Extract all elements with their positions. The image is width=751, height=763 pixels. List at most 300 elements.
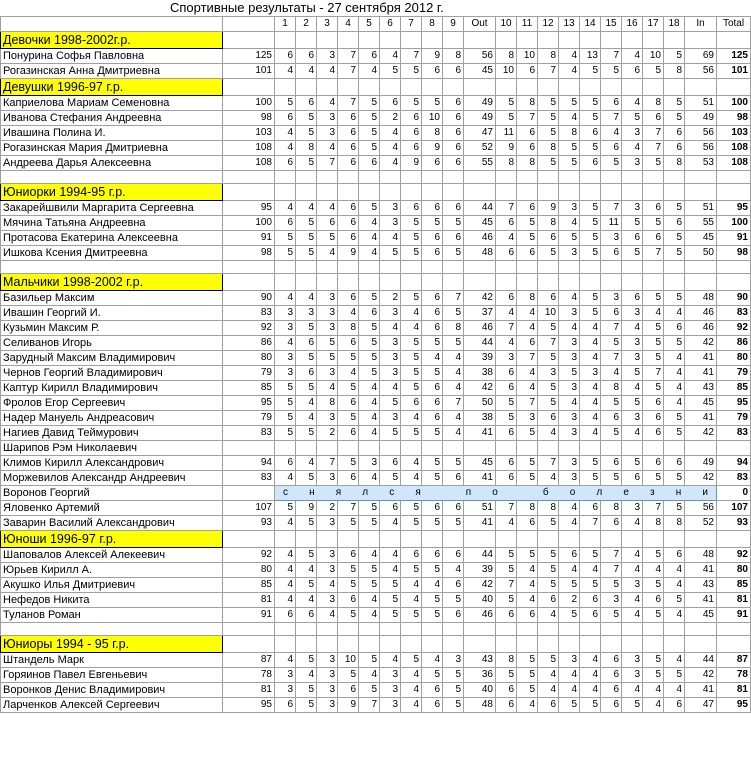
score-cell-2[interactable]: 5 [296, 653, 317, 668]
empty-cell[interactable] [538, 171, 559, 184]
empty-cell[interactable] [359, 32, 380, 49]
player-name[interactable]: Воронков Денис Владимирович [1, 683, 223, 698]
player-name[interactable]: Понурина Софья Павловна [1, 49, 223, 64]
score-cell-6[interactable]: 5 [380, 471, 401, 486]
score-cell-10[interactable]: 7 [496, 501, 517, 516]
empty-cell[interactable] [422, 184, 443, 201]
score-cell-9[interactable]: 5 [443, 683, 464, 698]
score-cell-9[interactable]: 3 [443, 653, 464, 668]
hcp-cell[interactable]: 80 [223, 563, 275, 578]
score-cell-15[interactable]: 5 [601, 578, 622, 593]
empty-cell[interactable] [559, 636, 580, 653]
player-name[interactable]: Базильер Максим [1, 291, 223, 306]
score-cell-7[interactable]: 5 [401, 96, 422, 111]
empty-cell[interactable] [443, 171, 464, 184]
score-cell-15[interactable]: 6 [601, 96, 622, 111]
score-cell-18[interactable]: 4 [664, 578, 685, 593]
score-cell-2[interactable] [296, 441, 317, 456]
score-cell-10[interactable]: 8 [496, 653, 517, 668]
empty-cell[interactable] [443, 184, 464, 201]
score-cell-in[interactable]: 50 [685, 246, 717, 261]
score-cell-18[interactable]: 4 [664, 396, 685, 411]
empty-cell[interactable] [443, 623, 464, 636]
player-name[interactable]: Ивашин Георгий И. [1, 306, 223, 321]
empty-cell[interactable] [275, 261, 296, 274]
hcp-cell[interactable]: 91 [223, 231, 275, 246]
empty-cell[interactable] [443, 261, 464, 274]
score-cell-17[interactable]: 6 [643, 396, 664, 411]
score-cell-13[interactable]: 2 [559, 593, 580, 608]
score-cell-14[interactable]: 6 [580, 501, 601, 516]
score-cell-15[interactable]: 4 [601, 366, 622, 381]
score-cell-4[interactable]: 6 [338, 216, 359, 231]
withdrawn-note[interactable] [275, 486, 717, 501]
player-name[interactable]: Иванова Стефания Андреевна [1, 111, 223, 126]
score-cell-8[interactable]: 4 [422, 578, 443, 593]
score-cell-10[interactable]: 5 [496, 563, 517, 578]
score-cell-7[interactable]: 6 [401, 548, 422, 563]
score-cell-14[interactable]: 5 [580, 231, 601, 246]
player-name[interactable]: Кузьмин Максим Р. [1, 321, 223, 336]
score-cell-out[interactable]: 44 [464, 201, 496, 216]
score-cell-14[interactable]: 5 [580, 578, 601, 593]
score-cell-8[interactable]: 6 [422, 411, 443, 426]
score-cell-15[interactable]: 6 [601, 456, 622, 471]
score-cell-5[interactable]: 5 [359, 366, 380, 381]
score-cell-17[interactable]: 5 [643, 578, 664, 593]
hcp-cell[interactable]: 85 [223, 578, 275, 593]
score-cell-15[interactable]: 5 [601, 426, 622, 441]
score-cell-8[interactable]: 4 [422, 351, 443, 366]
score-cell-15[interactable]: 6 [601, 246, 622, 261]
score-cell-4[interactable]: 6 [338, 156, 359, 171]
score-cell-out[interactable]: 46 [464, 321, 496, 336]
score-cell-3[interactable]: 5 [317, 351, 338, 366]
score-cell-13[interactable]: 4 [559, 501, 580, 516]
empty-cell[interactable] [685, 184, 717, 201]
score-cell-5[interactable]: 5 [359, 96, 380, 111]
score-cell-16[interactable]: 5 [622, 698, 643, 713]
empty-cell[interactable] [664, 636, 685, 653]
score-cell-17[interactable]: 6 [643, 456, 664, 471]
score-cell-in[interactable]: 46 [685, 306, 717, 321]
score-cell-9[interactable]: 7 [443, 396, 464, 411]
score-cell-10[interactable]: 5 [496, 396, 517, 411]
score-cell-11[interactable]: 6 [517, 64, 538, 79]
empty-cell[interactable] [664, 171, 685, 184]
score-cell-4[interactable]: 5 [338, 608, 359, 623]
score-cell-2[interactable]: 4 [296, 593, 317, 608]
player-name[interactable]: Штандель Марк [1, 653, 223, 668]
score-cell-12[interactable]: 6 [538, 593, 559, 608]
empty-cell[interactable] [580, 623, 601, 636]
score-cell-12[interactable]: 8 [538, 216, 559, 231]
score-cell-6[interactable]: 4 [380, 563, 401, 578]
total-cell[interactable]: 95 [717, 201, 751, 216]
player-name[interactable]: Закарейшвили Маргарита Сергеевна [1, 201, 223, 216]
score-cell-15[interactable]: 8 [601, 501, 622, 516]
score-cell-15[interactable]: 5 [601, 608, 622, 623]
empty-cell[interactable] [223, 531, 275, 548]
hcp-cell[interactable]: 92 [223, 321, 275, 336]
score-cell-17[interactable]: 4 [643, 306, 664, 321]
score-cell-1[interactable]: 5 [275, 501, 296, 516]
score-cell-14[interactable]: 5 [580, 216, 601, 231]
score-cell-18[interactable]: 5 [664, 291, 685, 306]
empty-cell[interactable] [401, 184, 422, 201]
empty-cell[interactable] [664, 274, 685, 291]
score-cell-13[interactable]: 4 [559, 683, 580, 698]
score-cell-10[interactable]: 4 [496, 336, 517, 351]
score-cell-14[interactable]: 13 [580, 49, 601, 64]
score-cell-7[interactable]: 5 [401, 653, 422, 668]
score-cell-3[interactable]: 3 [317, 111, 338, 126]
score-cell-9[interactable]: 4 [443, 426, 464, 441]
hcp-cell[interactable]: 83 [223, 426, 275, 441]
score-cell-17[interactable]: 5 [643, 471, 664, 486]
hcp-cell[interactable]: 108 [223, 156, 275, 171]
empty-cell[interactable] [559, 32, 580, 49]
score-cell-6[interactable]: 4 [380, 516, 401, 531]
score-cell-14[interactable]: 6 [580, 608, 601, 623]
score-cell-12[interactable]: 5 [538, 246, 559, 261]
score-cell-2[interactable]: 5 [296, 516, 317, 531]
empty-cell[interactable] [517, 623, 538, 636]
score-cell-14[interactable]: 7 [580, 516, 601, 531]
score-cell-13[interactable]: 3 [559, 411, 580, 426]
empty-cell[interactable] [422, 274, 443, 291]
total-cell[interactable]: 86 [717, 336, 751, 351]
player-name[interactable]: Нагиев Давид Теймурович [1, 426, 223, 441]
score-cell-5[interactable]: 5 [359, 321, 380, 336]
score-cell-16[interactable]: 3 [622, 653, 643, 668]
score-cell-11[interactable]: 6 [517, 608, 538, 623]
score-cell-13[interactable]: 4 [559, 64, 580, 79]
hcp-cell[interactable]: 81 [223, 683, 275, 698]
score-cell-4[interactable]: 7 [338, 64, 359, 79]
score-cell-1[interactable]: 4 [275, 471, 296, 486]
score-cell-16[interactable]: 5 [622, 111, 643, 126]
empty-cell[interactable] [296, 184, 317, 201]
score-cell-2[interactable]: 4 [296, 396, 317, 411]
hcp-cell[interactable]: 95 [223, 201, 275, 216]
score-cell-18[interactable]: 6 [664, 126, 685, 141]
score-cell-16[interactable]: 3 [622, 668, 643, 683]
score-cell-12[interactable]: 5 [538, 351, 559, 366]
score-cell-3[interactable]: 3 [317, 49, 338, 64]
score-cell-15[interactable]: 7 [601, 563, 622, 578]
score-cell-16[interactable]: 3 [622, 411, 643, 426]
score-cell-17[interactable]: 6 [643, 201, 664, 216]
empty-cell[interactable] [580, 531, 601, 548]
score-cell-8[interactable]: 6 [422, 501, 443, 516]
total-cell[interactable]: 95 [717, 396, 751, 411]
score-cell-18[interactable]: 5 [664, 96, 685, 111]
empty-cell[interactable] [580, 184, 601, 201]
empty-cell[interactable] [275, 171, 296, 184]
score-cell-18[interactable]: 6 [664, 456, 685, 471]
score-cell-7[interactable]: 5 [401, 366, 422, 381]
score-cell-7[interactable]: 4 [401, 471, 422, 486]
score-cell-1[interactable]: 4 [275, 548, 296, 563]
score-cell-13[interactable]: 3 [559, 336, 580, 351]
score-cell-13[interactable]: 3 [559, 351, 580, 366]
score-cell-16[interactable]: 3 [622, 306, 643, 321]
empty-cell[interactable] [664, 531, 685, 548]
score-cell-11[interactable]: 5 [517, 683, 538, 698]
score-cell-17[interactable]: 6 [643, 411, 664, 426]
score-cell-13[interactable]: 4 [559, 49, 580, 64]
empty-cell[interactable] [464, 184, 496, 201]
score-cell-out[interactable]: 44 [464, 336, 496, 351]
empty-cell[interactable] [496, 184, 517, 201]
score-cell-5[interactable]: 4 [359, 64, 380, 79]
total-cell[interactable]: 108 [717, 141, 751, 156]
score-cell-3[interactable]: 3 [317, 291, 338, 306]
score-cell-6[interactable]: 4 [380, 156, 401, 171]
score-cell-4[interactable]: 7 [338, 501, 359, 516]
score-cell-9[interactable]: 5 [443, 668, 464, 683]
score-cell-10[interactable]: 6 [496, 683, 517, 698]
score-cell-9[interactable]: 6 [443, 111, 464, 126]
total-cell[interactable]: 87 [717, 653, 751, 668]
score-cell-17[interactable]: 6 [643, 426, 664, 441]
score-cell-3[interactable]: 6 [317, 216, 338, 231]
score-cell-14[interactable]: 4 [580, 426, 601, 441]
score-cell-17[interactable]: 5 [643, 381, 664, 396]
score-cell-3[interactable]: 3 [317, 126, 338, 141]
total-cell[interactable]: 79 [717, 411, 751, 426]
score-cell-4[interactable]: 5 [338, 563, 359, 578]
empty-cell[interactable] [359, 636, 380, 653]
score-cell-7[interactable] [401, 441, 422, 456]
score-cell-18[interactable]: 4 [664, 381, 685, 396]
score-cell-in[interactable]: 49 [685, 456, 717, 471]
score-cell-8[interactable]: 5 [422, 366, 443, 381]
score-cell-17[interactable]: 7 [643, 366, 664, 381]
score-cell-out[interactable]: 41 [464, 426, 496, 441]
score-cell-4[interactable]: 6 [338, 141, 359, 156]
score-cell-12[interactable]: 4 [538, 608, 559, 623]
empty-cell[interactable] [401, 261, 422, 274]
score-cell-7[interactable]: 5 [401, 426, 422, 441]
empty-cell[interactable] [464, 32, 496, 49]
empty-cell[interactable] [717, 79, 751, 96]
score-cell-in[interactable]: 43 [685, 578, 717, 593]
score-cell-11[interactable]: 8 [517, 291, 538, 306]
empty-cell[interactable] [643, 171, 664, 184]
score-cell-8[interactable]: 5 [422, 593, 443, 608]
score-cell-3[interactable]: 4 [317, 381, 338, 396]
column-header-14[interactable]: 14 [580, 17, 601, 32]
score-cell-14[interactable]: 4 [580, 683, 601, 698]
empty-cell[interactable] [496, 531, 517, 548]
score-cell-12[interactable]: 5 [538, 578, 559, 593]
empty-cell[interactable] [559, 171, 580, 184]
score-cell-4[interactable]: 7 [338, 96, 359, 111]
score-cell-17[interactable]: 5 [643, 291, 664, 306]
empty-cell[interactable] [622, 274, 643, 291]
score-cell-17[interactable]: 6 [643, 111, 664, 126]
score-cell-7[interactable]: 5 [401, 291, 422, 306]
score-cell-1[interactable]: 6 [275, 49, 296, 64]
score-cell-17[interactable]: 5 [643, 64, 664, 79]
score-cell-3[interactable]: 3 [317, 593, 338, 608]
score-cell-1[interactable]: 5 [275, 411, 296, 426]
score-cell-15[interactable]: 7 [601, 548, 622, 563]
player-name[interactable]: Туланов Роман [1, 608, 223, 623]
score-cell-6[interactable]: 3 [380, 336, 401, 351]
empty-cell[interactable] [643, 531, 664, 548]
score-cell-3[interactable]: 4 [317, 96, 338, 111]
score-cell-12[interactable]: 4 [538, 683, 559, 698]
score-cell-3[interactable]: 7 [317, 456, 338, 471]
score-cell-12[interactable]: 7 [538, 456, 559, 471]
empty-cell[interactable] [338, 79, 359, 96]
empty-cell[interactable] [380, 261, 401, 274]
empty-cell[interactable] [296, 636, 317, 653]
score-cell-14[interactable]: 4 [580, 336, 601, 351]
score-cell-12[interactable]: 4 [538, 426, 559, 441]
empty-cell[interactable] [664, 32, 685, 49]
player-name[interactable]: Климов Кирилл Александрович [1, 456, 223, 471]
empty-cell[interactable] [223, 274, 275, 291]
empty-cell[interactable] [717, 636, 751, 653]
score-cell-13[interactable]: 5 [559, 698, 580, 713]
total-cell[interactable]: 103 [717, 126, 751, 141]
score-cell-out[interactable]: 38 [464, 411, 496, 426]
score-cell-15[interactable]: 5 [601, 156, 622, 171]
score-cell-10[interactable]: 6 [496, 471, 517, 486]
score-cell-5[interactable]: 5 [359, 336, 380, 351]
empty-cell[interactable] [559, 184, 580, 201]
empty-cell[interactable] [538, 32, 559, 49]
empty-cell[interactable] [317, 274, 338, 291]
score-cell-13[interactable]: 4 [559, 563, 580, 578]
score-cell-4[interactable]: 6 [338, 336, 359, 351]
score-cell-7[interactable]: 6 [401, 201, 422, 216]
score-cell-12[interactable]: 5 [538, 96, 559, 111]
empty-cell[interactable] [464, 274, 496, 291]
hcp-cell[interactable]: 100 [223, 96, 275, 111]
score-cell-7[interactable]: 5 [401, 231, 422, 246]
empty-cell[interactable] [685, 623, 717, 636]
score-cell-17[interactable]: 10 [643, 49, 664, 64]
player-name[interactable]: Шаповалов Алексей Алекеевич [1, 548, 223, 563]
score-cell-in[interactable] [685, 441, 717, 456]
total-cell[interactable]: 91 [717, 608, 751, 623]
player-name[interactable]: Яловенко Артемий [1, 501, 223, 516]
score-cell-15[interactable]: 6 [601, 683, 622, 698]
score-cell-10[interactable]: 6 [496, 698, 517, 713]
empty-cell[interactable] [580, 636, 601, 653]
score-cell-9[interactable]: 5 [443, 698, 464, 713]
score-cell-5[interactable]: 5 [359, 653, 380, 668]
score-cell-14[interactable]: 5 [580, 96, 601, 111]
empty-cell[interactable] [622, 531, 643, 548]
score-cell-18[interactable]: 4 [664, 608, 685, 623]
empty-cell[interactable] [496, 274, 517, 291]
score-cell-17[interactable]: 5 [643, 216, 664, 231]
hcp-cell[interactable]: 107 [223, 501, 275, 516]
score-cell-11[interactable]: 7 [517, 351, 538, 366]
hcp-cell[interactable]: 101 [223, 64, 275, 79]
empty-cell[interactable] [359, 261, 380, 274]
score-cell-6[interactable]: 6 [380, 456, 401, 471]
score-cell-1[interactable]: 6 [275, 456, 296, 471]
score-cell-4[interactable]: 6 [338, 593, 359, 608]
score-cell-7[interactable]: 5 [401, 563, 422, 578]
score-cell-1[interactable]: 6 [275, 156, 296, 171]
score-cell-4[interactable]: 6 [338, 426, 359, 441]
score-cell-out[interactable]: 42 [464, 291, 496, 306]
score-cell-in[interactable]: 69 [685, 49, 717, 64]
score-cell-9[interactable]: 5 [443, 456, 464, 471]
score-cell-17[interactable]: 5 [643, 653, 664, 668]
score-cell-14[interactable]: 5 [580, 306, 601, 321]
score-cell-1[interactable]: 3 [275, 351, 296, 366]
score-cell-16[interactable]: 4 [622, 49, 643, 64]
score-cell-18[interactable]: 6 [664, 141, 685, 156]
score-cell-6[interactable]: 4 [380, 321, 401, 336]
empty-cell[interactable] [664, 261, 685, 274]
score-cell-out[interactable]: 48 [464, 698, 496, 713]
score-cell-4[interactable]: 5 [338, 381, 359, 396]
score-cell-4[interactable]: 6 [338, 231, 359, 246]
empty-cell[interactable] [559, 274, 580, 291]
score-cell-18[interactable]: 4 [664, 306, 685, 321]
total-cell[interactable]: 85 [717, 381, 751, 396]
empty-cell[interactable] [359, 623, 380, 636]
empty-cell[interactable] [338, 531, 359, 548]
header-hcp-cell[interactable] [223, 17, 275, 32]
score-cell-out[interactable]: 51 [464, 501, 496, 516]
score-cell-4[interactable]: 6 [338, 126, 359, 141]
empty-cell[interactable] [685, 636, 717, 653]
score-cell-14[interactable]: 4 [580, 653, 601, 668]
score-cell-2[interactable]: 5 [296, 231, 317, 246]
score-cell-out[interactable]: 41 [464, 471, 496, 486]
score-cell-12[interactable]: 9 [538, 201, 559, 216]
hcp-cell[interactable] [223, 486, 275, 501]
empty-cell[interactable] [538, 184, 559, 201]
score-cell-18[interactable]: 4 [664, 653, 685, 668]
score-cell-8[interactable]: 6 [422, 321, 443, 336]
empty-cell[interactable] [380, 274, 401, 291]
empty-cell[interactable] [401, 32, 422, 49]
score-cell-2[interactable]: 5 [296, 426, 317, 441]
score-cell-16[interactable]: 4 [622, 516, 643, 531]
total-cell[interactable]: 93 [717, 516, 751, 531]
score-cell-17[interactable]: 5 [643, 351, 664, 366]
score-cell-16[interactable]: 3 [622, 578, 643, 593]
score-cell-2[interactable]: 5 [296, 471, 317, 486]
score-cell-7[interactable]: 4 [401, 456, 422, 471]
score-cell-7[interactable]: 6 [401, 396, 422, 411]
empty-cell[interactable] [622, 623, 643, 636]
score-cell-9[interactable]: 6 [443, 608, 464, 623]
empty-cell[interactable] [1, 261, 223, 274]
score-cell-5[interactable]: 4 [359, 548, 380, 563]
score-cell-2[interactable]: 5 [296, 321, 317, 336]
empty-cell[interactable] [601, 32, 622, 49]
score-cell-12[interactable]: 6 [538, 411, 559, 426]
column-header-8[interactable]: 8 [422, 17, 443, 32]
score-cell-16[interactable]: 3 [622, 336, 643, 351]
score-cell-13[interactable]: 4 [559, 291, 580, 306]
score-cell-3[interactable]: 4 [317, 578, 338, 593]
score-cell-16[interactable]: 3 [622, 351, 643, 366]
